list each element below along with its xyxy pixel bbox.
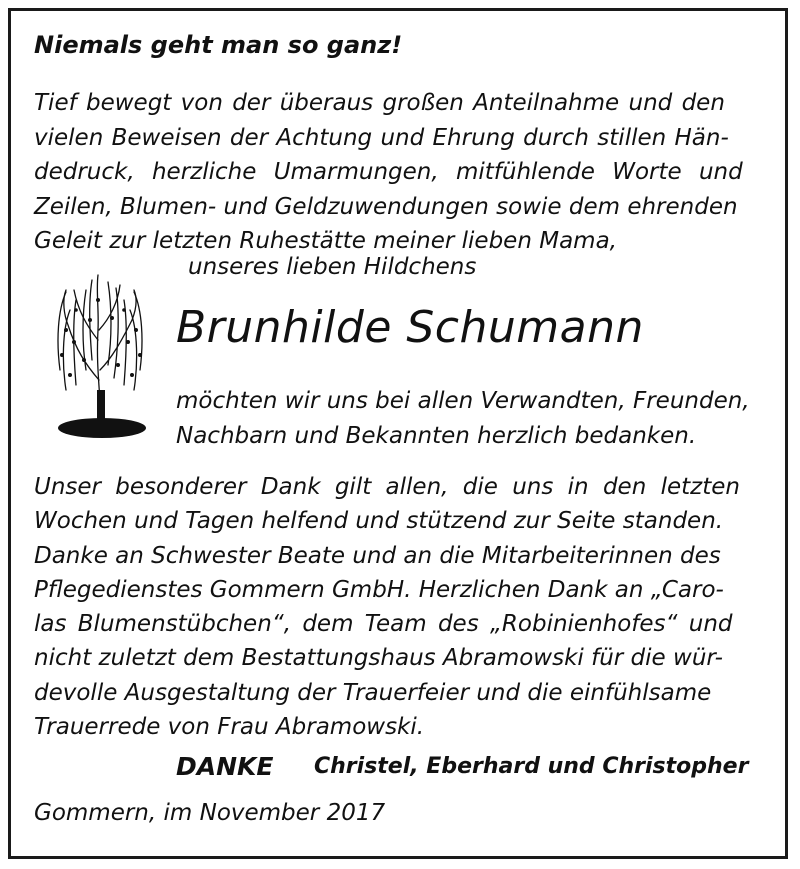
deceased-name: Brunhilde Schumann bbox=[176, 302, 644, 353]
thanks-line: Nachbarn und Bekannten herzlich bedanken. bbox=[176, 423, 697, 449]
special-thanks-line: Danke an Schwester Beate und an die Mitarbeiterinnen des bbox=[34, 542, 721, 569]
signers: Christel, Eberhard und Christopher bbox=[314, 754, 749, 779]
intro-line: Zeilen, Blumen- und Geldzuwendungen sowie dem ehrenden bbox=[34, 193, 738, 220]
thanks-line: möchten wir uns bei allen Verwandten, Freunden, bbox=[176, 388, 750, 414]
special-thanks-paragraph bbox=[34, 470, 766, 744]
weeping-willow-icon bbox=[46, 270, 156, 445]
special-thanks-line: las Blumenstübchen“, dem Team des „Robinienhofes“ und bbox=[34, 611, 733, 638]
special-thanks-line: Trauerrede von Frau Abramowski. bbox=[34, 714, 425, 741]
intro-line: dedruck, herzliche Umarmungen, mitfühlende Worte und bbox=[34, 159, 743, 185]
special-thanks-line: Pflegedienstes Gommern GmbH. Herzlichen Dank an „Caro- bbox=[34, 576, 724, 603]
special-thanks-line: Wochen und Tagen helfend und stützend zur Seite standen. bbox=[34, 508, 724, 535]
subline: unseres lieben Hildchens bbox=[188, 254, 477, 280]
danke-label: DANKE bbox=[176, 752, 274, 781]
place-date: Gommern, im November 2017 bbox=[34, 800, 386, 826]
special-thanks-line: Unser besonderer Dank gilt allen, die uns in den letzten bbox=[34, 474, 740, 500]
intro-line: vielen Beweisen der Achtung und Ehrung durch stillen Hän- bbox=[34, 124, 729, 151]
intro-line: Tief bewegt von der überaus großen Anteilnahme und den bbox=[34, 90, 725, 116]
headline: Niemals geht man so ganz! bbox=[34, 31, 403, 59]
intro-paragraph bbox=[34, 86, 766, 259]
special-thanks-line: devolle Ausgestaltung der Trauerfeier und die einfühlsame bbox=[34, 679, 712, 706]
intro-line: Geleit zur letzten Ruhestätte meiner lieben Mama, bbox=[34, 228, 617, 254]
thanks-paragraph bbox=[176, 384, 750, 454]
special-thanks-line: nicht zuletzt dem Bestattungshaus Abramowski für die wür- bbox=[34, 645, 723, 672]
